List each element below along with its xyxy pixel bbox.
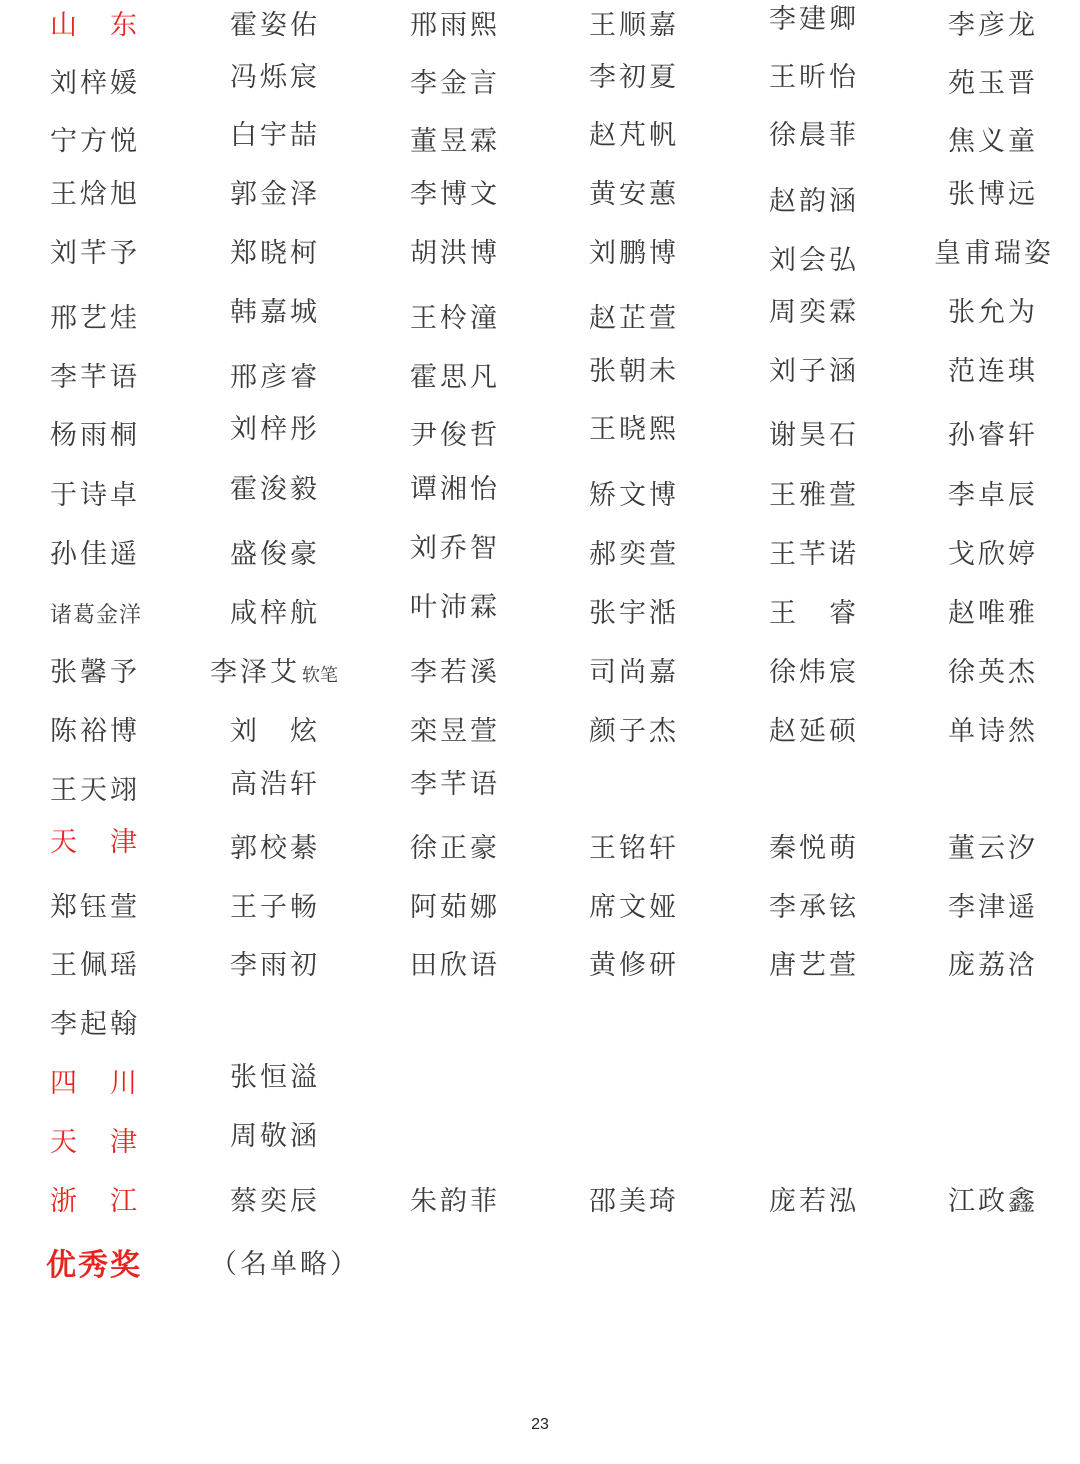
award-heading: 优秀奖 [46,1248,142,1283]
name-cell: 矫文博 [589,480,679,511]
name-cell: 王铭轩 [589,833,679,864]
name-cell: 李起翰 [50,1009,140,1040]
name-cell: 李承铉 [769,892,859,923]
name-cell: 黄安蕙 [589,179,679,210]
name-cell: 周敬涵 [230,1121,320,1152]
table-row [0,234,1080,284]
name-cell: 赵芃帆 [589,120,679,151]
name-cell: 阿茹娜 [410,892,500,923]
table-row [0,829,1080,879]
name-cell: 叶沛霖 [410,592,500,623]
name-cell: 诸葛金洋 [50,603,143,628]
name-cell: 庞荔浛 [948,950,1038,981]
table-row [0,299,1080,349]
name-cell: 蔡奕辰 [230,1186,320,1217]
name-cell: 李初夏 [589,62,679,93]
name-cell: 孙睿轩 [948,420,1038,451]
name-cell: 陈裕博 [50,716,140,747]
region-label-tianjin: 天 津 [50,1127,137,1158]
name-cell: 李博文 [410,179,500,210]
name-cell: 尹俊哲 [410,420,500,451]
name-cell-with-tag: 李泽艾 软笔 [210,657,338,688]
name-cell: 王柃潼 [410,303,500,334]
category-tag: 软笔 [302,665,338,686]
name-cell: 王芊诺 [769,539,859,570]
name-cell: 张宇湉 [589,598,679,629]
name-cell: 徐正豪 [410,833,500,864]
name-cell: 谢昊石 [769,420,859,451]
name-cell: 田欣语 [410,950,500,981]
name-cell: 刘鹏博 [589,238,679,269]
name-cell: 席文娅 [589,892,679,923]
name-cell: 李雨初 [230,950,320,981]
name-cell: 朱韵菲 [410,1186,500,1217]
name-cell: 郭金泽 [230,179,320,210]
name-cell: 刘乔智 [410,533,500,564]
table-row [0,175,1080,225]
name-cell: 郑晓柯 [230,238,320,269]
name-cell: 宁方悦 [50,126,140,157]
name-cell: 霍思凡 [410,362,500,393]
name-cell: 李若溪 [410,657,500,688]
name-cell: 李建卿 [769,4,859,35]
award-note: （名单略） [210,1249,360,1280]
name-cell: 王昕怡 [769,62,859,93]
table-row [0,1182,1080,1232]
table-row [0,6,1080,56]
table-row [0,1123,1080,1173]
name-cell: 李芊语 [50,362,140,393]
table-row [0,888,1080,938]
name-cell: 邢彦睿 [230,362,320,393]
name-cell: 张馨予 [50,657,140,688]
name-cell: 王焓旭 [50,179,140,210]
name-cell: 赵唯雅 [948,598,1038,629]
name-cell: 孙佳遥 [50,539,140,570]
table-row [0,416,1080,466]
name-cell: 刘梓媛 [50,68,140,99]
region-label-shandong: 山 东 [50,10,137,41]
name-cell: 李金言 [410,68,500,99]
name-cell: 王佩瑶 [50,950,140,981]
name-cell: 范连琪 [948,356,1038,387]
page-number: 23 [531,1416,549,1433]
name-cell: 李卓辰 [948,480,1038,511]
name-cell: 郝奕萱 [589,539,679,570]
region-label-sichuan: 四 川 [50,1068,137,1099]
name-cell: 李彦龙 [948,10,1038,41]
name-cell: 刘 炫 [230,716,317,747]
name-cell: 郭校綦 [230,833,320,864]
name-cell: 李津遥 [948,892,1038,923]
name-cell: 高浩轩 [230,769,320,800]
name-cell: 单诗然 [948,716,1038,747]
name-cell: 徐晨菲 [769,120,859,151]
name-cell: 皇甫瑞姿 [934,238,1054,269]
name-cell: 董昱霖 [410,126,500,157]
name-cell: 黄修研 [589,950,679,981]
name-cell: 咸梓航 [230,598,320,629]
table-row [0,64,1080,114]
name-cell: 于诗卓 [50,480,140,511]
name-cell: 李芊语 [410,769,500,800]
name-cell: 江政鑫 [948,1186,1038,1217]
table-row [0,594,1080,644]
name-cell: 盛俊豪 [230,539,320,570]
name-cell: 赵芷萱 [589,303,679,334]
name-cell: 赵韵涵 [769,186,859,217]
name-cell: 白宇喆 [230,120,320,151]
name-cell: 张朝未 [589,356,679,387]
name-cell: 苑玉晋 [948,68,1038,99]
region-label-tianjin: 天 津 [50,827,137,858]
name-cell: 庞若泓 [769,1186,859,1217]
table-row [0,122,1080,172]
name-cell: 唐艺萱 [769,950,859,981]
region-label-zhejiang: 浙 江 [50,1186,137,1217]
name-cell: 刘会弘 [769,245,859,276]
table-row [0,712,1080,762]
table-row [0,771,1080,821]
table-row [0,476,1080,526]
name-cell: 霍浚毅 [230,474,320,505]
name-cell: 韩嘉城 [230,297,320,328]
name-cell: 秦悦萌 [769,833,859,864]
table-row [0,653,1080,703]
name-cell: 王 睿 [769,598,856,629]
name-cell: 栾昱萱 [410,716,500,747]
name-cell: 赵延硕 [769,716,859,747]
name-cell: 邵美琦 [589,1186,679,1217]
name-cell: 邢艺烓 [50,303,140,334]
name-cell: 胡洪博 [410,238,500,269]
name-cell: 张允为 [948,297,1038,328]
name-cell: 张恒溢 [230,1062,320,1093]
name-cell: 徐英杰 [948,657,1038,688]
name-cell: 刘芊予 [50,238,140,269]
name-cell: 冯烁宸 [230,62,320,93]
name-cell: 颜子杰 [589,716,679,747]
name-cell: 刘子涵 [769,356,859,387]
name-cell: 王晓熙 [589,414,679,445]
name-cell: 王雅萱 [769,480,859,511]
name-cell: 杨雨桐 [50,420,140,451]
name-cell: 焦义童 [948,126,1038,157]
name-cell: 郑钰萱 [50,892,140,923]
name-cell: 徐炜宸 [769,657,859,688]
name-cell: 刘梓彤 [230,414,320,445]
table-row [0,1005,1080,1055]
name-cell: 霍姿佑 [230,10,320,41]
name-cell: 王顺嘉 [589,10,679,41]
name-cell: 张博远 [948,179,1038,210]
name-cell: 王天翊 [50,775,140,806]
table-row [0,358,1080,408]
name-cell: 王子畅 [230,892,320,923]
table-row [0,1064,1080,1114]
name-cell: 周奕霖 [769,297,859,328]
name-cell: 董云汐 [948,833,1038,864]
name-cell: 戈欣婷 [948,539,1038,570]
name-cell: 司尚嘉 [589,657,679,688]
table-row [0,946,1080,996]
table-row [0,535,1080,585]
name-cell: 邢雨熙 [410,10,500,41]
name-cell: 谭湘怡 [410,474,500,505]
